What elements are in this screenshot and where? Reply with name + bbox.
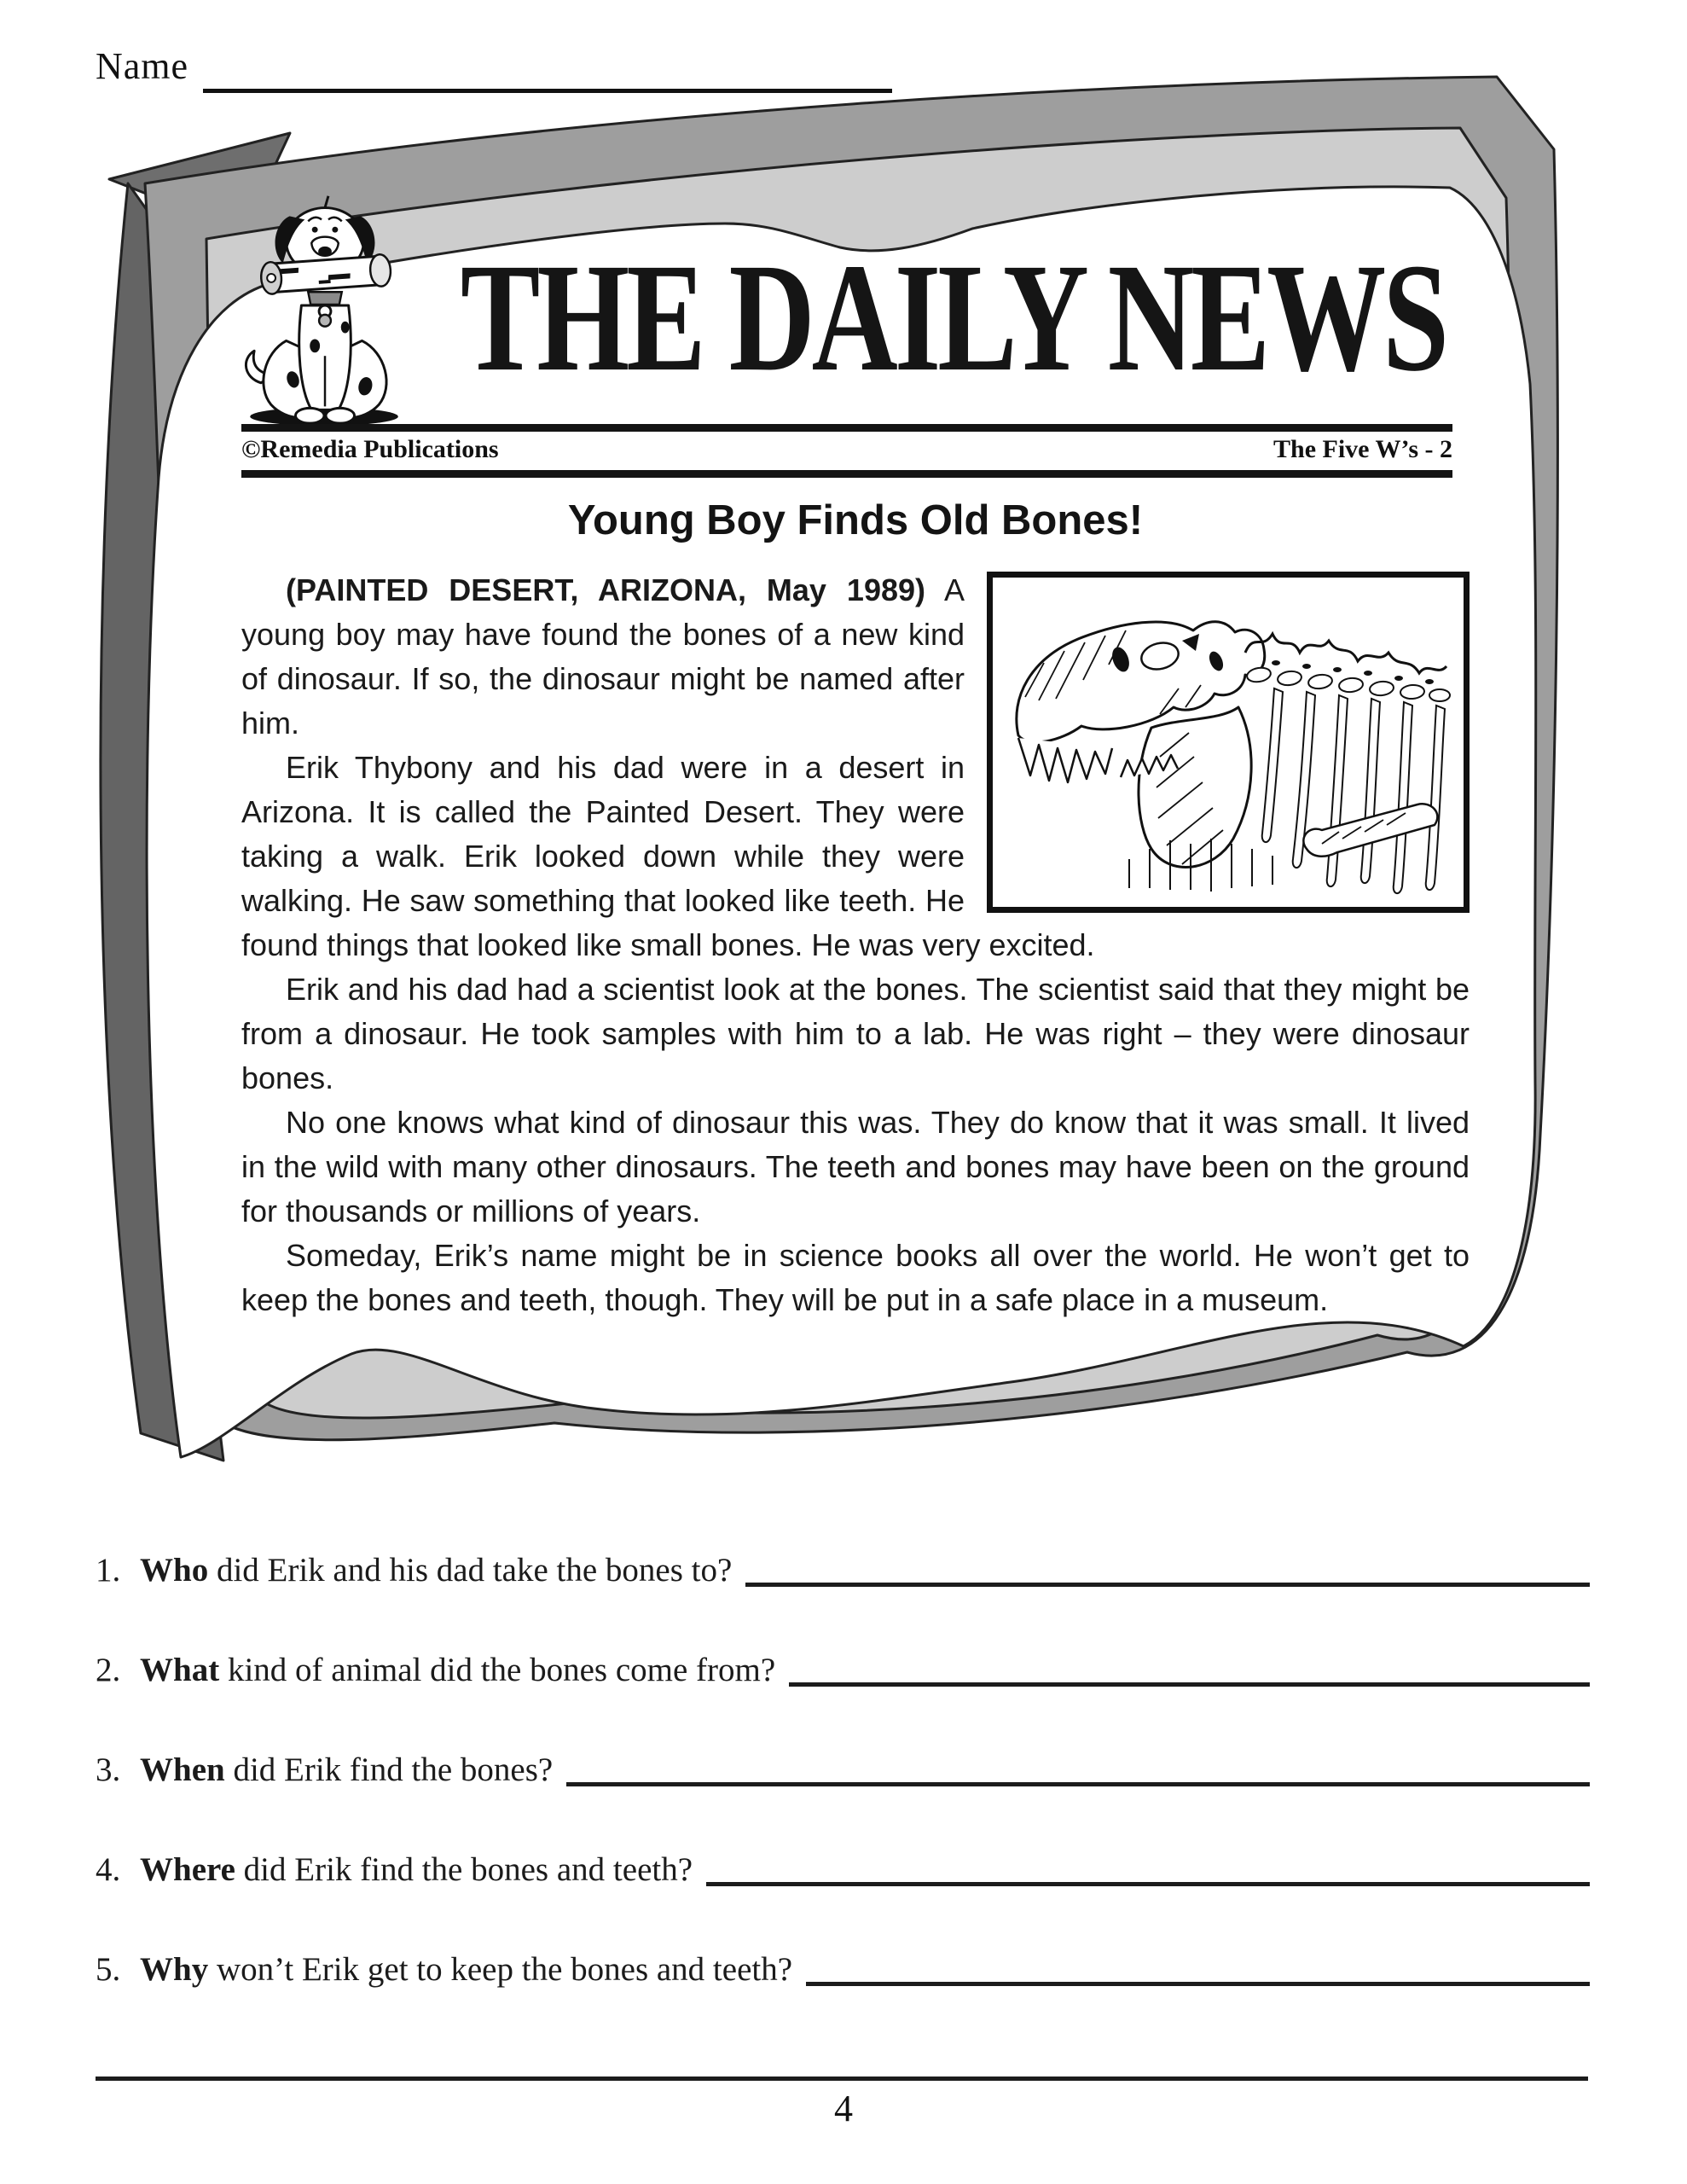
answer-blank-line[interactable]	[745, 1583, 1590, 1587]
masthead-title: THE DAILY NEWS	[460, 231, 1446, 404]
article-paragraph: Erik and his dad had a scientist look at the bones. The scientist said that they might be from a dinosaur. He took samples with him to a lab. He was right – they were dinosaur bones.	[241, 972, 1470, 1095]
question-number: 1.	[96, 1552, 121, 1589]
questions-section	[96, 1549, 1590, 2048]
ribs	[1262, 688, 1445, 893]
name-blank-line[interactable]	[203, 89, 892, 93]
answer-blank-line[interactable]	[706, 1882, 1590, 1886]
answer-blank-line[interactable]	[806, 1982, 1590, 1986]
spine	[1245, 634, 1446, 673]
question-row-4	[96, 1849, 1590, 1891]
extra-answer-line[interactable]	[96, 2077, 1588, 2081]
question-row-5	[96, 1949, 1590, 1991]
question-keyword: Why	[140, 1951, 209, 1988]
question-rest: did Erik and his dad take the bones to?	[208, 1552, 733, 1589]
question-number: 5.	[96, 1951, 121, 1988]
question-keyword: When	[140, 1751, 225, 1788]
dinosaur-skeleton-illustration	[993, 578, 1464, 907]
rolled-newspaper	[260, 253, 391, 294]
upper-teeth	[1018, 738, 1112, 782]
question-text	[140, 1849, 693, 1891]
dalmatian-dog-newspaper-icon	[235, 179, 416, 432]
question-number: 3.	[96, 1751, 121, 1788]
page-number: 4	[834, 2088, 853, 2129]
lower-jaw	[1139, 707, 1251, 868]
dog-paw-left	[295, 408, 324, 423]
dog-nose	[318, 247, 332, 257]
question-rest: won’t Erik get to keep the bones and teeth?	[208, 1951, 793, 1988]
masthead-rule-bottom	[241, 470, 1452, 478]
question-number: 2.	[96, 1652, 121, 1688]
question-text	[140, 1949, 792, 1991]
question-keyword: What	[140, 1652, 220, 1688]
question-text	[140, 1649, 775, 1692]
article-paragraph-text: A young boy may have found the bones of a new kind of dinosaur. If so, the dinosaur might be named after him.	[241, 572, 965, 741]
dinosaur-image-box	[987, 572, 1470, 913]
article-body	[241, 568, 1470, 1322]
answer-blank-line[interactable]	[566, 1782, 1590, 1786]
question-row-2	[96, 1649, 1590, 1692]
article-paragraph: Erik Thybony and his dad were in a desert in Arizona. It is called the Painted Desert. They were taking a walk. Erik looked down while they were walking. He saw something that looked like teeth. He found things that looked like small bones. He was very excited.	[241, 750, 1095, 962]
question-row-3	[96, 1749, 1590, 1792]
article-dateline: (PAINTED DESERT, ARIZONA, May 1989)	[286, 572, 925, 607]
name-label: Name	[96, 45, 189, 87]
question-rest: did Erik find the bones?	[224, 1751, 554, 1788]
question-text	[140, 1749, 553, 1792]
dog-paw-right	[326, 408, 355, 423]
article-headline: Young Boy Finds Old Bones!	[567, 497, 1144, 543]
question-row-1	[96, 1549, 1590, 1592]
series-label: The Five W’s - 2	[1273, 435, 1452, 463]
question-keyword: Where	[140, 1851, 235, 1888]
article-paragraph: Someday, Erik’s name might be in science books all over the world. He won’t get to keep the bones and teeth, though. They will be put in a safe place in a museum.	[241, 1238, 1470, 1317]
publisher-credit: ©Remedia Publications	[241, 435, 499, 463]
answer-blank-line[interactable]	[789, 1682, 1590, 1687]
question-keyword: Who	[140, 1552, 209, 1589]
question-rest: kind of animal did the bones come from?	[219, 1652, 776, 1688]
question-rest: did Erik find the bones and teeth?	[235, 1851, 693, 1888]
article-paragraph: No one knows what kind of dinosaur this was. They do know that it was small. It lived in the wild with many other dinosaurs. The teeth and bones may have been on the ground for thousands or millions of years.	[241, 1105, 1470, 1228]
question-text	[140, 1549, 732, 1592]
article-section	[241, 495, 1470, 1322]
masthead-credits	[241, 434, 1452, 465]
question-number: 4.	[96, 1851, 121, 1888]
masthead-rule-top	[241, 424, 1452, 432]
